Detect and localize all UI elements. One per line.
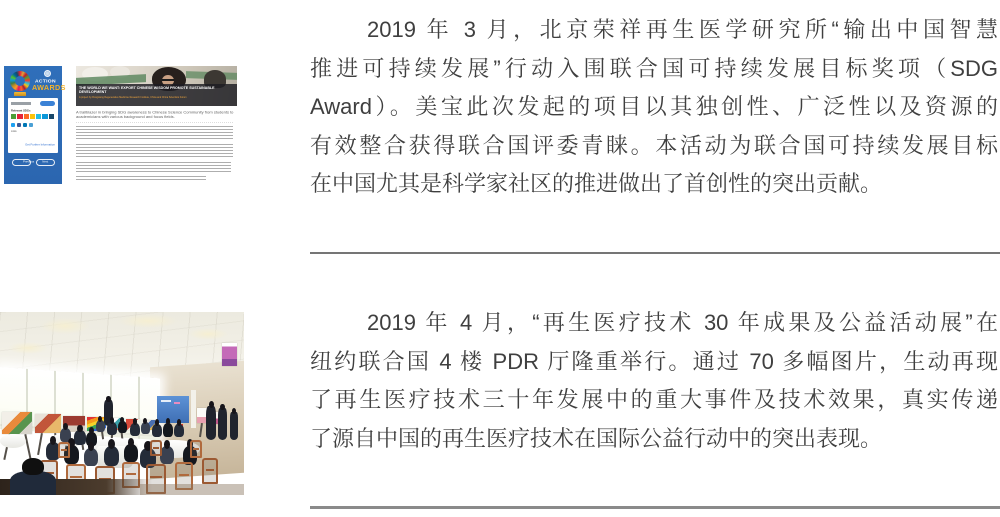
ceiling-light <box>188 328 228 340</box>
text-line: 在中国尤其是科学家社区的推进做出了首创性的突出贡献。 <box>310 171 883 197</box>
exhibition-photo <box>0 312 244 495</box>
board-text-mark <box>174 402 180 404</box>
facebook-icon[interactable] <box>17 123 21 127</box>
wooden-chair <box>190 440 202 458</box>
easel-poster <box>2 412 32 434</box>
further-information-link[interactable]: Get Further Information <box>25 142 56 147</box>
person-figure <box>160 446 174 464</box>
standing-person <box>206 406 216 440</box>
text-line: 2019 年 4 月，“再生医疗技术 30 年成果及公益活动展”在 <box>367 310 998 335</box>
next-button-label: Next <box>42 160 49 164</box>
previous-button-label: Previous <box>22 160 35 164</box>
person-figure <box>104 446 119 466</box>
person-figure <box>118 421 127 433</box>
person-figure <box>130 423 140 436</box>
body-paragraph <box>76 144 233 158</box>
awards-wordmark: AWARDS <box>32 84 66 92</box>
twitter-icon[interactable] <box>11 123 15 127</box>
sdg-color-squares <box>11 114 55 119</box>
sdg-color-square <box>24 114 29 119</box>
ceiling-light <box>118 314 178 328</box>
action-awards-wordmark: ACTION <box>35 78 56 84</box>
text-line: Award）。美宝此次发起的项目以其独创性、广泛性以及资源的 <box>310 94 998 120</box>
section-divider <box>310 506 1000 509</box>
person-figure <box>152 424 162 437</box>
text-line: 了再生医疗技术三十年发展中的重大事件及技术效果，真实传递 <box>310 387 998 413</box>
body-paragraph <box>76 126 233 140</box>
body-paragraph <box>76 162 231 172</box>
easel-poster <box>35 414 61 433</box>
standing-person <box>218 408 227 440</box>
foreground-person-head <box>22 458 44 475</box>
webpage-sidebar <box>4 66 66 184</box>
previous-button[interactable] <box>12 159 35 166</box>
text-line: 纽约联合国 4 楼 PDR 厅隆重举行。通过 70 多幅图片，生动再现 <box>310 348 998 374</box>
person-figure <box>163 423 173 437</box>
sdg-color-square <box>17 114 22 119</box>
person-figure <box>174 424 184 437</box>
sdg-color-square <box>36 114 41 119</box>
person-figure <box>124 444 138 462</box>
wall-column <box>191 390 196 428</box>
glasses <box>162 79 174 81</box>
project-category-row <box>11 101 55 106</box>
sdg-wheel-icon <box>10 71 30 91</box>
text-line: 有效整合获得联合国评委青睐。本活动为联合国可持续发展目标 <box>310 132 998 158</box>
project-intro-text: A trailblazer in bringing SDG awareness to Chinese Science Community from students to academicians with various background and focus fields. <box>76 110 234 119</box>
un-emblem-icon <box>44 70 51 77</box>
floor-shadow <box>140 484 244 495</box>
links-label: Links <box>11 129 17 133</box>
next-button[interactable] <box>36 159 55 166</box>
banner-title-overlay <box>76 84 237 106</box>
share-icon[interactable] <box>29 123 33 127</box>
social-icons-row <box>11 123 55 127</box>
project-summary-card <box>8 98 58 153</box>
sdg-color-square <box>11 114 16 119</box>
ceiling-light <box>8 342 48 354</box>
text-line: 了源自中国的再生医疗技术在国际公益行动中的突出表现。 <box>310 425 883 451</box>
text-line: 推进可持续发展”行动入围联合国可持续发展目标奖项（SDG <box>310 55 998 81</box>
standing-person <box>230 412 238 440</box>
intro-divider <box>76 122 233 123</box>
easel-leg <box>37 433 42 455</box>
person-figure <box>74 430 86 445</box>
section-divider <box>310 252 1000 254</box>
person-figure <box>96 420 105 432</box>
body-paragraph <box>76 176 206 182</box>
project-category-label <box>11 102 31 105</box>
round-table <box>0 434 26 448</box>
wooden-chair <box>150 440 162 456</box>
banner-title: THE WORLD WE WANT: EXPORT CHINESE WISDOM PROMOTE SUSTAINABLE DEVELOPMENT <box>79 85 215 94</box>
person-figure <box>107 422 117 435</box>
sdg-color-square <box>49 114 54 119</box>
trophy-icon <box>14 92 26 96</box>
banner-subtitle: A project by Rongxiang Regenerative Medicine Research Institute, China and China Scientists Forum <box>79 96 187 99</box>
wall-poster <box>222 343 237 366</box>
sdg-award-webpage-screenshot <box>4 66 237 184</box>
person-figure <box>141 422 150 434</box>
person-figure <box>84 448 98 466</box>
linkedin-icon[interactable] <box>23 123 27 127</box>
board-text-mark <box>161 400 171 402</box>
ceiling-light <box>40 318 90 334</box>
sdg-color-square <box>42 114 47 119</box>
text-line: 2019 年 3 月，北京荣祥再生医学研究所“输出中国智慧 <box>367 17 998 42</box>
wooden-chair <box>202 458 218 484</box>
project-banner-image <box>76 66 237 106</box>
paragraph-march-2019 <box>310 11 998 204</box>
relevant-sdgs-label: Relevant SDGs <box>11 109 31 113</box>
paragraph-april-2019 <box>310 304 998 458</box>
wooden-chair <box>58 442 70 458</box>
sdg-color-square <box>30 114 35 119</box>
category-pill-button[interactable] <box>40 101 55 106</box>
